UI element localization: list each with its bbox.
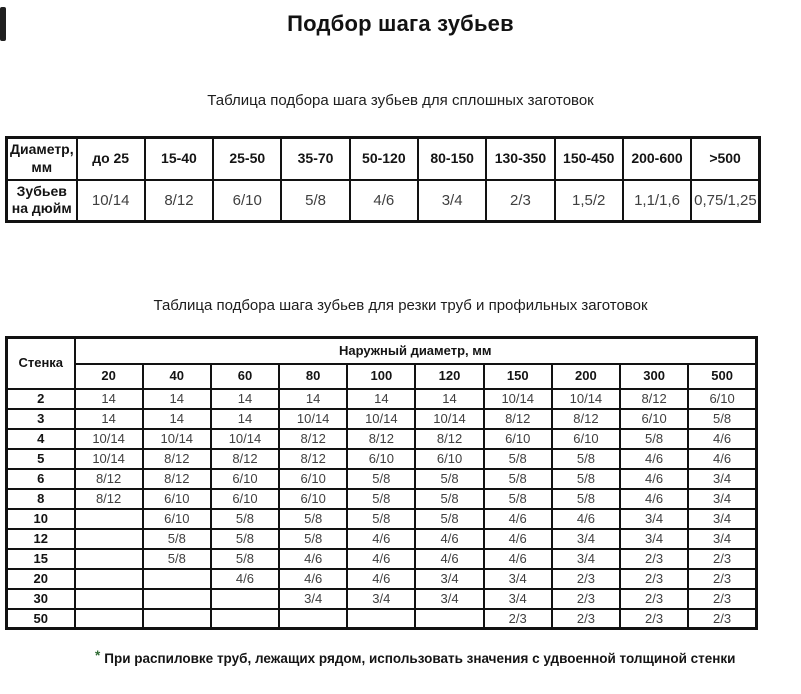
table2-column-header: 500 <box>688 364 756 389</box>
table2-row-label: 6 <box>7 469 75 489</box>
table2-row-label: 2 <box>7 389 75 409</box>
table2-value-cell: 6/10 <box>279 489 347 509</box>
table2-value-cell: 2/3 <box>484 609 552 629</box>
table2-value-cell: 5/8 <box>484 489 552 509</box>
table2-value-cell: 2/3 <box>688 549 756 569</box>
table2-value-cell: 14 <box>415 389 483 409</box>
table2-value-cell: 5/8 <box>552 469 620 489</box>
table2-row-label: 4 <box>7 429 75 449</box>
table2-row-label: 5 <box>7 449 75 469</box>
table2-value-cell <box>211 609 279 629</box>
table2-value-cell: 5/8 <box>347 509 415 529</box>
table2-value-cell: 3/4 <box>620 509 688 529</box>
table1-column-header: 25-50 <box>213 138 281 180</box>
table1-column-header: 35-70 <box>281 138 349 180</box>
table2-value-cell: 4/6 <box>484 529 552 549</box>
table2-value-cell: 4/6 <box>279 549 347 569</box>
table2-value-cell <box>279 609 347 629</box>
table2-value-cell: 4/6 <box>211 569 279 589</box>
table1-column-header: 15-40 <box>145 138 213 180</box>
table2-column-header: 120 <box>415 364 483 389</box>
table2-value-cell: 4/6 <box>484 549 552 569</box>
table2-value-cell: 8/12 <box>75 469 143 489</box>
table1-values-row <box>7 180 760 222</box>
table2-value-cell: 3/4 <box>552 549 620 569</box>
table2-value-cell: 14 <box>211 389 279 409</box>
table2-value-cell: 4/6 <box>279 569 347 589</box>
table1-column-header: >500 <box>691 138 759 180</box>
table2-row-label: 30 <box>7 589 75 609</box>
footnote-text: При распиловке труб, лежащих рядом, использовать значения с удвоенной толщиной стенки <box>104 651 736 666</box>
table2-value-cell: 2/3 <box>620 549 688 569</box>
table2-value-cell: 2/3 <box>620 569 688 589</box>
table2-value-cell: 3/4 <box>415 589 483 609</box>
table1-column-header: 50-120 <box>350 138 418 180</box>
table2-value-cell: 4/6 <box>552 509 620 529</box>
table2-value-cell <box>143 569 211 589</box>
table2-value-cell: 10/14 <box>211 429 279 449</box>
table2-value-cell: 5/8 <box>620 429 688 449</box>
table2-value-cell <box>75 609 143 629</box>
table2-value-cell: 8/12 <box>620 389 688 409</box>
table2-row <box>7 569 757 589</box>
table2-row <box>7 509 757 529</box>
table1-header-row <box>7 138 760 180</box>
table2-value-cell: 8/12 <box>484 409 552 429</box>
table2-value-cell: 4/6 <box>415 529 483 549</box>
table2-row <box>7 469 757 489</box>
table2-value-cell: 8/12 <box>75 489 143 509</box>
table2-value-cell: 8/12 <box>552 409 620 429</box>
table2-value-cell: 3/4 <box>347 589 415 609</box>
table2-value-cell: 2/3 <box>552 569 620 589</box>
table2-value-cell: 5/8 <box>415 489 483 509</box>
table2-value-cell: 5/8 <box>484 469 552 489</box>
table2-value-cell: 5/8 <box>552 489 620 509</box>
table2-row-label: 12 <box>7 529 75 549</box>
page-title: Подбор шага зубьев <box>287 11 514 36</box>
table2-value-cell: 6/10 <box>415 449 483 469</box>
table2-value-cell: 5/8 <box>211 529 279 549</box>
table2-group-header: Наружный диаметр, мм <box>75 338 757 364</box>
table1-value-cell: 8/12 <box>145 180 213 222</box>
table2-value-cell <box>75 569 143 589</box>
pipe-profile-table <box>5 336 758 630</box>
table1-corner-header: Диаметр, мм <box>7 138 77 180</box>
table2-value-cell <box>75 589 143 609</box>
table2-value-cell: 14 <box>143 389 211 409</box>
table2-value-cell: 14 <box>211 409 279 429</box>
table2-value-cell: 5/8 <box>552 449 620 469</box>
table2-row <box>7 609 757 629</box>
table2-value-cell: 3/4 <box>552 529 620 549</box>
table1-row-header: Зубьев на дюйм <box>7 180 77 222</box>
table2-row <box>7 589 757 609</box>
table2-value-cell: 6/10 <box>143 489 211 509</box>
table2-value-cell: 5/8 <box>279 529 347 549</box>
table2-row <box>7 489 757 509</box>
table2-value-cell: 4/6 <box>688 429 756 449</box>
table2-value-cell: 4/6 <box>688 449 756 469</box>
table2-value-cell: 8/12 <box>279 429 347 449</box>
table2-body <box>7 389 757 629</box>
table1-body <box>7 138 760 222</box>
table2-value-cell: 14 <box>75 389 143 409</box>
table2-value-cell: 5/8 <box>279 509 347 529</box>
table2-column-header: 80 <box>279 364 347 389</box>
table2-value-cell: 4/6 <box>347 529 415 549</box>
table2-value-cell: 5/8 <box>143 529 211 549</box>
table2-value-cell: 3/4 <box>620 529 688 549</box>
table2-value-cell: 5/8 <box>211 509 279 529</box>
table2-value-cell: 2/3 <box>620 609 688 629</box>
table1-caption: Таблица подбора шага зубьев для сплошных заготовок <box>207 92 594 109</box>
table2-row-label: 8 <box>7 489 75 509</box>
footnote-asterisk: * <box>95 648 101 663</box>
table2-value-cell: 5/8 <box>347 489 415 509</box>
table2-value-cell: 10/14 <box>415 409 483 429</box>
table2-row <box>7 409 757 429</box>
table1-column-header: 200-600 <box>623 138 691 180</box>
table1-value-cell: 6/10 <box>213 180 281 222</box>
table2-row <box>7 389 757 409</box>
footnote <box>95 648 736 666</box>
table1-column-header: до 25 <box>77 138 145 180</box>
table2-row <box>7 549 757 569</box>
table2-value-cell: 2/3 <box>688 589 756 609</box>
table1-value-cell: 3/4 <box>418 180 486 222</box>
table2-value-cell: 8/12 <box>347 429 415 449</box>
table2-value-cell: 14 <box>75 409 143 429</box>
table2-group-header-row <box>7 338 757 364</box>
table1-value-cell: 4/6 <box>350 180 418 222</box>
table2-value-cell: 4/6 <box>620 469 688 489</box>
table2-value-cell: 10/14 <box>552 389 620 409</box>
table2-value-cell: 5/8 <box>688 409 756 429</box>
table2-value-cell: 6/10 <box>484 429 552 449</box>
table2-value-cell: 5/8 <box>484 449 552 469</box>
table2-value-cell <box>75 509 143 529</box>
table2-value-cell: 6/10 <box>688 389 756 409</box>
table2-value-cell: 3/4 <box>484 589 552 609</box>
table2-row <box>7 429 757 449</box>
table2-value-cell <box>211 589 279 609</box>
table2-value-cell: 14 <box>279 389 347 409</box>
table2-value-cell: 8/12 <box>143 449 211 469</box>
table1-value-cell: 1,5/2 <box>555 180 623 222</box>
table1-value-cell: 0,75/1,25 <box>691 180 759 222</box>
table2-value-cell <box>75 529 143 549</box>
table2-value-cell: 3/4 <box>688 489 756 509</box>
table2-value-cell: 6/10 <box>620 409 688 429</box>
table2-caption: Таблица подбора шага зубьев для резки труб и профильных заготовок <box>153 297 648 314</box>
table2-value-cell: 10/14 <box>484 389 552 409</box>
table1-column-header: 80-150 <box>418 138 486 180</box>
table2-value-cell <box>415 609 483 629</box>
table2-value-cell: 6/10 <box>211 489 279 509</box>
table1-value-cell: 1,1/1,6 <box>623 180 691 222</box>
table2-column-header: 200 <box>552 364 620 389</box>
table2-row-label: 10 <box>7 509 75 529</box>
solid-workpiece-table <box>5 136 761 223</box>
table2-value-cell: 5/8 <box>347 469 415 489</box>
table2-row <box>7 449 757 469</box>
table2-row <box>7 529 757 549</box>
table2-value-cell: 6/10 <box>279 469 347 489</box>
table2-value-cell: 3/4 <box>688 469 756 489</box>
table2-column-header-row <box>7 364 757 389</box>
table1-value-cell: 10/14 <box>77 180 145 222</box>
table2-value-cell: 3/4 <box>688 529 756 549</box>
table2-value-cell: 10/14 <box>279 409 347 429</box>
table2-value-cell <box>143 589 211 609</box>
table2-value-cell: 6/10 <box>143 509 211 529</box>
table2-value-cell: 4/6 <box>484 509 552 529</box>
table2-value-cell: 10/14 <box>347 409 415 429</box>
table2-value-cell: 2/3 <box>552 589 620 609</box>
table2-row-label: 20 <box>7 569 75 589</box>
table2-value-cell: 2/3 <box>688 569 756 589</box>
table2-value-cell: 4/6 <box>620 489 688 509</box>
table2-value-cell <box>143 609 211 629</box>
table2-value-cell: 4/6 <box>620 449 688 469</box>
table2-value-cell: 8/12 <box>279 449 347 469</box>
table2-value-cell: 3/4 <box>688 509 756 529</box>
table2-value-cell: 8/12 <box>211 449 279 469</box>
table2-value-cell: 5/8 <box>415 469 483 489</box>
table2-value-cell: 4/6 <box>347 549 415 569</box>
table1-column-header: 150-450 <box>555 138 623 180</box>
table2-row-label: 50 <box>7 609 75 629</box>
table2-row-label: 3 <box>7 409 75 429</box>
table2-value-cell: 14 <box>347 389 415 409</box>
table2-value-cell <box>347 609 415 629</box>
table2-value-cell: 6/10 <box>552 429 620 449</box>
table2-column-header: 100 <box>347 364 415 389</box>
table2-corner-header: Стенка <box>7 338 75 389</box>
table2-column-header: 20 <box>75 364 143 389</box>
table2-head <box>7 338 757 389</box>
table2-value-cell: 2/3 <box>620 589 688 609</box>
table2-value-cell: 2/3 <box>552 609 620 629</box>
table2-column-header: 150 <box>484 364 552 389</box>
table2-column-header: 300 <box>620 364 688 389</box>
table1-column-header: 130-350 <box>486 138 554 180</box>
table1-value-cell: 2/3 <box>486 180 554 222</box>
table2-value-cell: 8/12 <box>415 429 483 449</box>
table2-value-cell: 10/14 <box>75 449 143 469</box>
table2-value-cell: 4/6 <box>347 569 415 589</box>
table2-value-cell: 10/14 <box>143 429 211 449</box>
table2-value-cell: 5/8 <box>415 509 483 529</box>
table2-value-cell: 5/8 <box>143 549 211 569</box>
table2-value-cell: 6/10 <box>211 469 279 489</box>
table1-value-cell: 5/8 <box>281 180 349 222</box>
table2-row-label: 15 <box>7 549 75 569</box>
table2-value-cell: 3/4 <box>484 569 552 589</box>
table2-column-header: 40 <box>143 364 211 389</box>
table2-value-cell: 5/8 <box>211 549 279 569</box>
table2-value-cell: 3/4 <box>279 589 347 609</box>
table2-value-cell <box>75 549 143 569</box>
table2-value-cell: 14 <box>143 409 211 429</box>
table2-value-cell: 8/12 <box>143 469 211 489</box>
table2-value-cell: 10/14 <box>75 429 143 449</box>
table2-value-cell: 6/10 <box>347 449 415 469</box>
table2-column-header: 60 <box>211 364 279 389</box>
table2-value-cell: 2/3 <box>688 609 756 629</box>
table2-value-cell: 3/4 <box>415 569 483 589</box>
table2-value-cell: 4/6 <box>415 549 483 569</box>
